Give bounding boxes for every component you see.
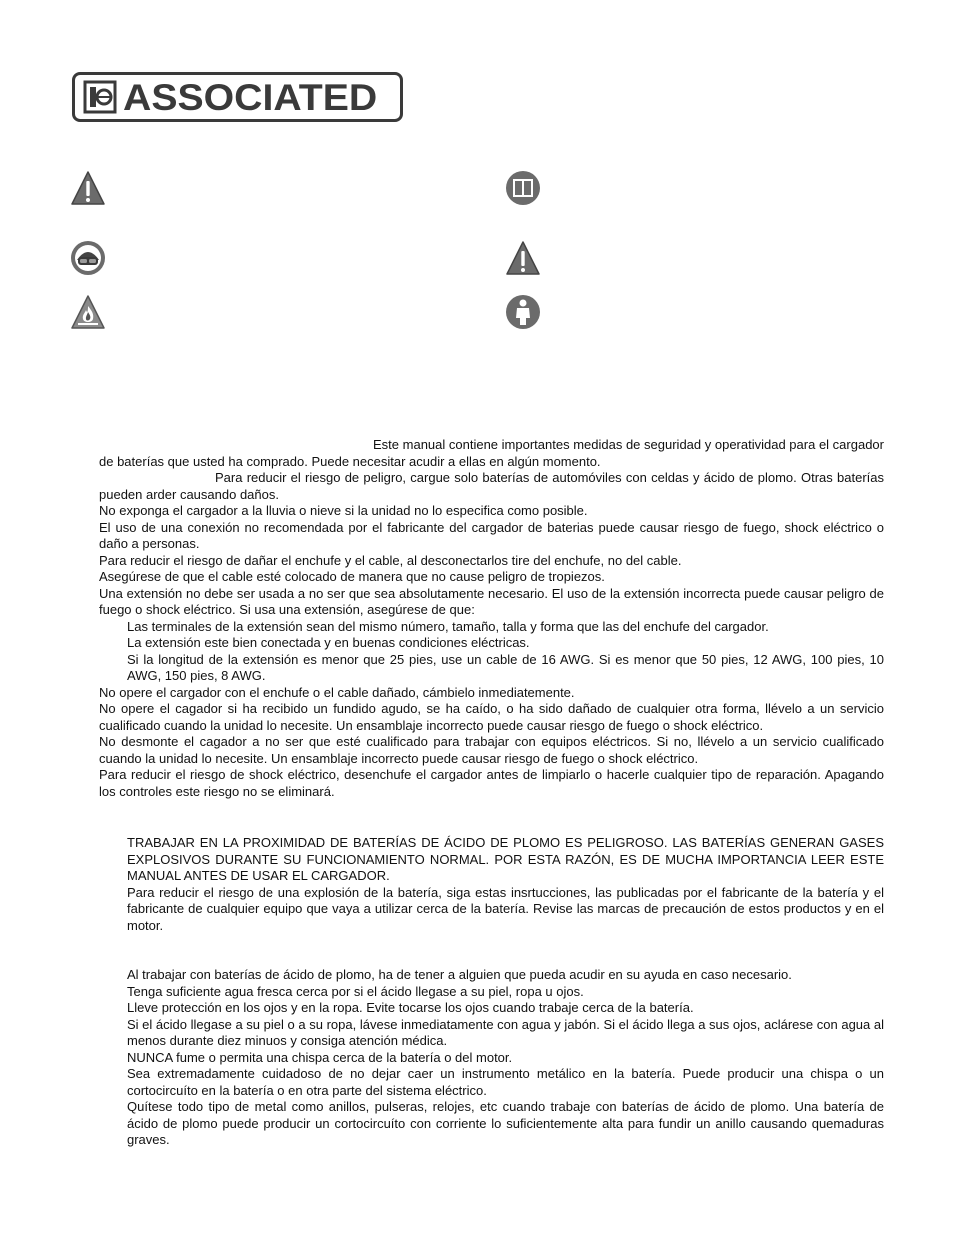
brand-mark-icon — [83, 80, 117, 114]
precaution-item: Tenga suficiente agua fresca cerca por si el ácido llegase a su piel, ropa u ojos. — [127, 983, 584, 999]
battery-type-text: Para reducir el riesgo de peligro, cargue solo baterías de automóviles con celdas y ácido de plomo. Otras baterías pueden arder causando daños. — [99, 470, 884, 502]
precaution-item: NUNCA fume o permita una chispa cerca de la batería o del motor. — [127, 1049, 513, 1065]
fire-hazard-icon — [70, 294, 106, 330]
precaution-item: Sea extremadamente cuidadoso de no dejar caer un instrumento metálico en la batería. Puede producir una chispa o un cortocircuíto en la batería o en otra parte del sistema eléctrico. — [127, 1066, 884, 1098]
rain-warning: No exponga el cargador a la lluvia o nieve si la unidad no lo especifica como posible. — [99, 503, 588, 518]
damaged-cord-warning: No opere el cargador con el enchufe o el cable dañado, cámbielo inmediatemente. — [99, 684, 575, 700]
explosion-risk-paragraph: Para reducir el riesgo de una explosión de la batería, siga estas insrtucciones, las publicadas por el fabricante de la batería y el fabricante de cualquier equipo que vaya a utilizar cerca de la batería. Revise las marcas de precaución de estos productos y en el motor. — [127, 884, 884, 933]
explosive-gases-warning: TRABAJAR EN LA PROXIMIDAD DE BATERÍAS DE ÁCIDO DE PLOMO ES PELIGROSO. LAS BATERÍAS GENERAN GASES EXPLOSIVOS DURANTE SU FUNCIONAMIENTO NORMAL. POR ESTA RAZÓN, ES DE MUCHA IMPORTANCIA LEER ESTE MANUAL ANTES DE USAR EL CARGADOR. — [127, 835, 884, 883]
extension-warning: Una extensión no debe ser usada a no ser que sea absolutamente necesario. El uso de la extensión incorrecta puede causar peligro de fuego o shock eléctrico. Si usa una extensión, asegúrese de que: — [99, 585, 884, 617]
precaution-item: Si el ácido llegase a su piel o a su ropa, lávese inmediatamente con agua y jabón. Si el ácido llega a sus ojos, aclárese con agua al menos durante diez minuos y consiga atención médica. — [127, 1016, 884, 1048]
precaution-item: Quítese todo tipo de metal como anillos, pulseras, relojes, etc cuando trabaje con baterías de ácido de plomo. Una batería de ácido de plomo puede producir un cortocircuíto con corriente lo suficientemente alta para fundir un anillo causando quemaduras graves. — [127, 1099, 884, 1147]
precaution-item: Al trabajar con baterías de ácido de plomo, ha de tener a alguien que pueda acudir en su ayuda en caso necesario. — [127, 967, 792, 982]
manual-intro-text: Este manual contiene importantes medidas de seguridad y operatividad para el cargador de baterías que usted ha comprado. Puede necesitar acudir a ellas en algún momento. — [99, 437, 884, 469]
manual-intro-paragraph — [99, 437, 884, 470]
eye-protection-icon — [70, 240, 106, 276]
brand-name: ASSOCIATED — [123, 76, 378, 118]
attachment-warning: El uso de una conexión no recomendada por el fabricante del cargador de baterias puede causar riesgo de fuego, shock eléctrico o daño a personas. — [99, 519, 884, 551]
cord-warning: Para reducir el riesgo de dañar el enchufe y el cable, al desconectarlos tire del enchufe, no del cable. — [99, 552, 682, 568]
disassemble-warning: No desmonte el cagador a no ser que esté cualificado para trabajar con equipos eléctricos. Si no, llévelo a un servicio cualificado cuando la unidad lo necesite. Un ensamblaje incorrecto puede causar riesgo de fuego o shock eléctrico. — [99, 734, 884, 766]
caution-icon — [505, 240, 541, 276]
damaged-charger-warning: No opere el cagador si ha recibido un fundido agudo, se ha caído, o ha sido dañado de cualquier otra forma, llévelo a un servicio cualificado cuando la unidad lo necesite. Un ensamblaje incorrecto puede causar riesgo de fuego o shock eléctrico. — [99, 701, 884, 733]
extension-item-pins: Las terminales de la extensión sean del mismo número, tamaño, talla y forma que las del enchufe del cargador. — [127, 618, 769, 634]
warning-icon — [70, 170, 106, 206]
extension-item-gauge: Si la longitud de la extensión es menor que 25 pies, use un cable de 16 AWG. Si es menor que 50 pies, 12 AWG, 100 pies, 10 AWG, 150 pies, 8 AWG. — [127, 651, 884, 683]
battery-type-paragraph — [99, 470, 884, 503]
explosive-gases-section — [99, 835, 884, 934]
safety-instructions-section — [99, 437, 884, 800]
personal-precautions-section — [99, 967, 884, 1149]
precaution-item: Lleve protección en los ojos y en la ropa. Evite tocarse los ojos cuando trabaje cerca de la batería. — [127, 1000, 694, 1015]
trip-warning: Asegúrese de que el cable esté colocado de manera que no cause peligro de tropiezos. — [99, 569, 605, 584]
protective-clothing-icon — [505, 294, 541, 330]
unplug-warning: Para reducir el riesgo de shock eléctrico, desenchufe el cargador antes de limpiarlo o hacerle cualquier tipo de reparación. Apagando los controles este riesgo no se eliminará. — [99, 767, 884, 799]
extension-item-condition: La extensión este bien conectada y en buenas condiciones eléctricas. — [127, 635, 530, 650]
associated-logo — [72, 72, 403, 122]
read-manual-icon — [505, 170, 541, 206]
